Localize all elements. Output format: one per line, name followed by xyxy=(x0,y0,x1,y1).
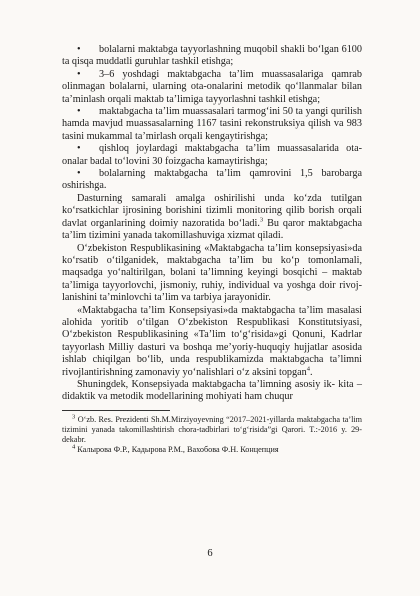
bullet-item: • bolalarning maktabgacha ta’lim qamrovini 1,5 barobarga oshirishga. xyxy=(62,168,362,192)
footnote-ref[interactable]: 3 xyxy=(259,216,264,224)
bullet-mark: • xyxy=(77,68,81,80)
paragraph: O‘zbekiston Respublikasining «Maktabgacha ta’lim konsepsiyasi»da ko‘rsatib o‘tilganidek, maktabgacha ta’lim bu ko‘p tomonlamali, maqsadga yo‘naltirilgan, bolani ta’limning keyingi bosqichi – maktab ta’limiga tayyorlovchi, jismoniy, ruhiy, individual va yoshga doir rivoj- lanishini ta’minlovchi ta’lim va tarbiya jarayonidir. xyxy=(62,242,362,304)
page-number: 6 xyxy=(207,548,213,559)
footnote: $^4$ Калырова Ф.Р., Кадырова Р.М., Вахобова Ф.Н. Концепция xyxy=(72,443,279,454)
bullet-item: • qishloq joylardagi maktabgacha ta’lim muassasalarida ota-onalar badal to‘lovini 30 foizgacha kamaytirishga; xyxy=(62,143,362,167)
bullet-mark: • xyxy=(77,106,81,118)
bullet-item: • 3–6 yoshdagi maktabgacha ta’lim muassasalariga qamrab olinmagan bolalarni, ularning ota-onalarini metodik qo‘llanmalar bilan ta’minlash orqali maktab ta’limiga tayyorlashni tashkil etishga; xyxy=(62,68,362,105)
paragraph: Shuningdek, Konsepsiyada maktabgacha ta’limning asosiy ik- kita – didaktik va metodik modellarining mohiyati ham chuqur xyxy=(62,378,362,403)
bullet-mark: • xyxy=(77,44,81,55)
paragraph: Dasturning samarali amalga oshirilishi unda ko‘zda tutilgan ko‘rsatkichlar ijrosining borishini tizimli monitoring qilib borish orqali davlat organlarining doimiy nazoratida bo‘ladi.$^3$ Bu qaror maktabgacha ta’lim tizimini yanada takomillashuviga xizmat qiladi. xyxy=(62,192,362,242)
bullet-item: • maktabgacha ta’lim muassasalari tarmog‘ini 50 ta yangi qurilish hamda mavjud muassasalarning 1167 tasini rekonstruksiya qilish va 983 tasini mukammal ta’mirlash orqali kengaytirishga; xyxy=(62,106,362,142)
footnote: $^3$ O‘zb. Res. Prezidenti Sh.M.Mirziyoyevning “2017–2021-yillarda maktabgacha ta’lim tizimini yanada takomillashtirish chora-tadbirlari to‘g‘risida”gi Qarori. T.:-2016 y. 29-dekabr. xyxy=(62,413,363,444)
footnote-divider xyxy=(62,410,170,411)
main-text xyxy=(62,44,362,404)
bullet-mark: • xyxy=(77,143,81,155)
footnotes xyxy=(62,415,362,455)
bullet-item: • bolalarni maktabga tayyorlashning muqobil shakli bo‘lgan 6100 ta qisqa muddatli guruhlar tashkil etishga; xyxy=(62,44,362,68)
paragraph: «Maktabgacha ta’lim Konsepsiyasi»da maktabgacha ta’lim masalasi alohida yoritib o‘tilgan O‘zbekiston Respublikasi Konstitutsiyasi, O‘zbekiston Respublikasining «Ta’lim to‘g‘risida»gi Qonuni, Kadrlar tayyorlash Milliy dasturi va boshqa me’yoriy-huquqiy hujjatlar asosida ishlab chiqilgan bo‘lib, unda respublikamizda maktabgacha ta’limni rivojlantirishning zamonaviy yo‘nalishlari o‘z aksini topgan$^4$. xyxy=(62,304,362,378)
bullet-mark: • xyxy=(77,168,81,180)
footnote-ref[interactable]: 4 xyxy=(306,365,310,373)
